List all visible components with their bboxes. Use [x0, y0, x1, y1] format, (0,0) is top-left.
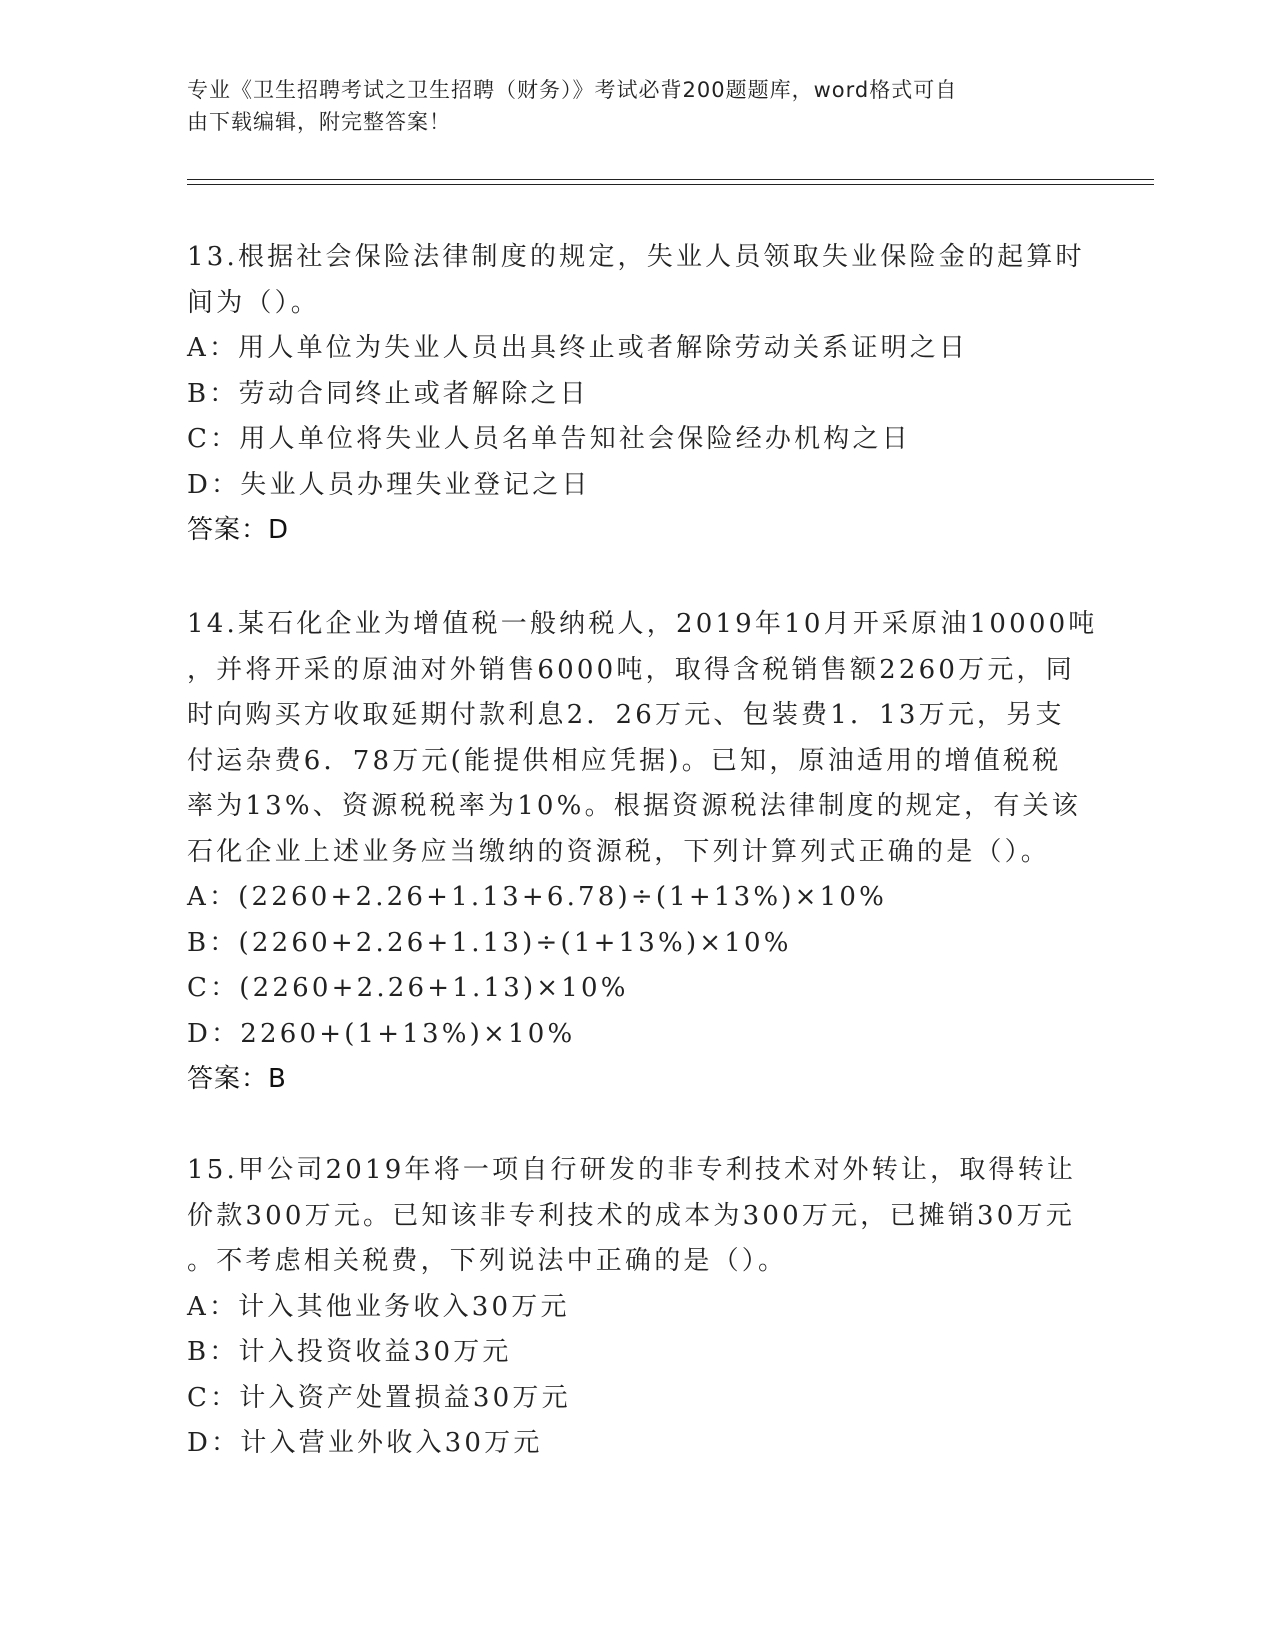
question-stem-line: 石化企业上述业务应当缴纳的资源税，下列计算列式正确的是（）。	[187, 836, 1051, 867]
header-line-1: 专业《卫生招聘考试之卫生招聘（财务）》考试必背200题题库，word格式可自	[187, 78, 958, 102]
option-a: A：计入其他业务收入30万元	[187, 1291, 570, 1322]
question-stem-line: 13.根据社会保险法律制度的规定，失业人员领取失业保险金的起算时	[187, 242, 1085, 272]
question-stem-line: 15.甲公司2019年将一项自行研发的非专利技术对外转让，取得转让	[187, 1155, 1077, 1185]
header-divider-bottom	[187, 184, 1154, 185]
question-stem-line: 率为13%、资源税税率为10%。根据资源税法律制度的规定，有关该	[187, 791, 1081, 821]
question-13	[187, 235, 1085, 554]
question-14	[187, 602, 1098, 1103]
question-stem-line: ，并将开采的原油对外销售6000吨，取得含税销售额2260万元，同	[187, 654, 1075, 685]
option-d: D：2260+(1+13%)×10%	[187, 1018, 576, 1049]
option-c: C：(2260+2.26+1.13)×10%	[187, 973, 629, 1003]
option-c: C：计入资产处置损益30万元	[187, 1382, 571, 1413]
option-b: B：计入投资收益30万元	[187, 1337, 512, 1367]
question-stem-line: 。不考虑相关税费，下列说法中正确的是（）。	[187, 1246, 788, 1276]
document-header	[187, 74, 1067, 138]
question-stem-line: 间为（）。	[187, 287, 321, 318]
question-stem-line: 付运杂费6．78万元(能提供相应凭据)。已知，原油适用的增值税税	[187, 745, 1062, 776]
option-c: C：用人单位将失业人员名单告知社会保险经办机构之日	[187, 424, 911, 454]
answer-label: 答案：D	[187, 515, 290, 545]
option-a: A：(2260+2.26+1.13+6.78)÷(1+13%)×10%	[187, 882, 888, 912]
option-a: A：用人单位为失业人员出具终止或者解除劳动关系证明之日	[187, 333, 969, 363]
option-d: D：计入营业外收入30万元	[187, 1428, 543, 1458]
option-d: D：失业人员办理失业登记之日	[187, 469, 591, 500]
answer-label: 答案：B	[187, 1064, 287, 1094]
question-15	[187, 1148, 1077, 1467]
option-b: B：劳动合同终止或者解除之日	[187, 378, 589, 409]
question-stem-line: 价款300万元。已知该非专利技术的成本为300万元，已摊销30万元	[187, 1200, 1075, 1231]
header-line-2: 由下载编辑，附完整答案！	[187, 110, 451, 134]
header-divider-top	[187, 179, 1154, 180]
question-stem-line: 时向购买方收取延期付款利息2．26万元、包装费1．13万元，另支	[187, 700, 1065, 730]
question-stem-line: 14.某石化企业为增值税一般纳税人，2019年10月开采原油10000吨	[187, 609, 1098, 639]
option-b: B：(2260+2.26+1.13)÷(1+13%)×10%	[187, 927, 792, 958]
